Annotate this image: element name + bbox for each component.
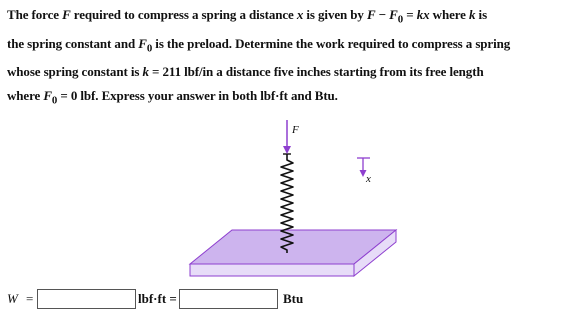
text-segment: required to compress a spring a distance — [70, 7, 297, 22]
var-distance: x — [296, 7, 304, 22]
base-plate — [190, 230, 396, 276]
work-lbf-ft-input[interactable] — [37, 289, 136, 309]
text-segment: = 0 lbf. Express your answer in both lbf·ft and Btu. — [57, 88, 338, 104]
var-force: F — [366, 7, 376, 22]
text-segment: The force — [7, 7, 63, 22]
force-arrow — [283, 120, 291, 154]
var-force: F — [62, 7, 71, 22]
equals-sign: = — [26, 291, 34, 306]
text-segment: the spring constant and — [7, 35, 139, 51]
var-preload: F — [43, 88, 52, 104]
var-preload: F — [389, 7, 398, 22]
text-segment: is the preload. Determine the work required to compress a spring — [152, 35, 511, 51]
var-spring-constant: k — [142, 64, 149, 80]
work-variable-label: W — [7, 291, 18, 306]
force-label: F — [292, 124, 299, 136]
text-segment: whose spring constant is — [7, 64, 143, 80]
text-segment: is given by — [303, 7, 367, 22]
plate-front-face — [190, 264, 354, 276]
displacement-label: x — [366, 173, 371, 185]
unit-btu-label: Btu — [283, 291, 304, 306]
subscript-zero: 0 — [146, 42, 153, 55]
text-segment: = — [403, 7, 417, 22]
var-kx: kx — [416, 7, 430, 22]
subscript-zero: 0 — [51, 94, 58, 107]
var-spring-constant: k — [469, 7, 476, 22]
text-segment: = 211 lbf/in a distance five inches starting from its free length — [148, 64, 484, 80]
text-segment: where — [7, 88, 44, 104]
text-segment: − — [375, 7, 390, 22]
subscript-zero: 0 — [397, 13, 404, 26]
text-segment: is — [475, 7, 488, 22]
text-segment: where — [429, 7, 469, 22]
var-preload: F — [138, 35, 147, 51]
work-btu-input[interactable] — [179, 289, 278, 309]
unit-lbf-ft-label: lbf·ft = — [138, 291, 177, 306]
